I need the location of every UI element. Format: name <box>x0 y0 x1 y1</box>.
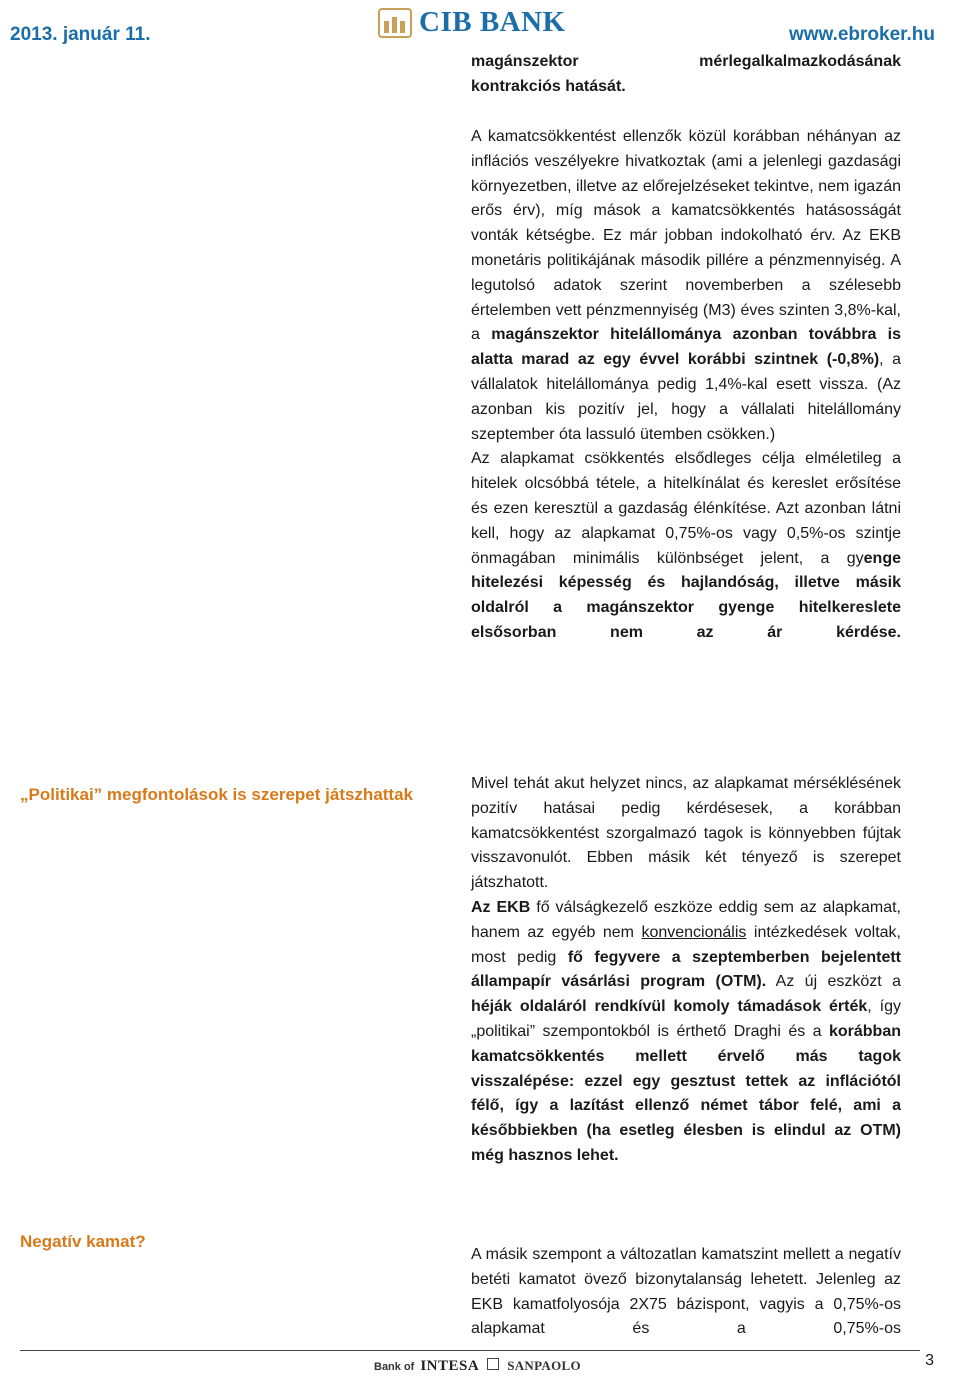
cib-emblem-icon <box>378 8 412 38</box>
paragraph <box>471 447 901 645</box>
section-3-body <box>471 1243 901 1342</box>
bold-text-run: korábban kamatcsökkentés mellett érvelő más tagok visszalépése: ezzel egy gesztust tettek az inflációtól félő, így a lazítást ellenző német tábor felé, ami a későbbiekben (ha esetleg élesben is elindul az OTM) még hasznos lehet. <box>471 1022 901 1164</box>
bold-text-run: héják oldaláról rendkívül komoly támadások érték <box>471 998 868 1016</box>
page-number: 3 <box>925 1352 934 1369</box>
cib-bank-logo <box>378 6 566 39</box>
section-heading-negative-rate: Negatív kamat? <box>20 1232 146 1251</box>
footer-bank-of: Bank of <box>374 1361 415 1373</box>
text-run: Az alapkamat csökkentés elsődleges célja elméletileg a hitelek olcsóbbá tétele, a hitelkínálat és kereslet erősítése és ezen keresztül a gazdaság élénkítése. Azt azonban látni kell, hogy az alapkamat 0,75%-os vagy 0,5%-os szintje önmagában minimális különbséget jelent, a gy <box>471 450 901 567</box>
section-heading-political: „Politikai” megfontolások is szerepet játszhattak <box>20 785 414 804</box>
paragraph <box>471 125 901 447</box>
paragraph: A másik szempont a változatlan kamatszint mellett a negatív betéti kamatot övező bizonytalanság lehetett. Jelenleg az EKB kamatfolyosója 2X75 bázispont, vagyis a 0,75%-os alapkamat és a 0,75%-os <box>471 1246 901 1338</box>
intro-continuation <box>471 50 901 100</box>
footer-divider <box>20 1350 920 1351</box>
bold-text-run: enge hitelezési képesség és hajlandóság, illetve másik oldalról a magánszektor gyenge hitelkereslete elsősorban nem az ár kérdése. <box>471 549 901 641</box>
intro-line-2: kontrakciós hatását. <box>471 77 626 95</box>
website-url[interactable]: www.ebroker.hu <box>788 24 935 45</box>
text-run: , a vállalatok hitelállománya pedig 1,4%-kal esett vissza. (Az azonban kis pozitív jel, hogy a vállalati hitelállomány szeptember óta lassuló ütemben csökken.) <box>471 351 901 443</box>
section-2-body <box>471 772 901 1169</box>
footer-intesa: INTESA <box>420 1358 480 1374</box>
text-run: intézkedések voltak, most pedig <box>471 923 901 966</box>
intro-word-right: mérlegalkalmazkodásának <box>699 53 901 70</box>
report-date: 2013. január 11. <box>10 24 151 45</box>
section-1-body <box>471 125 901 646</box>
bold-text-run: magánszektor hitelállománya azonban továbbra is alatta marad az egy évvel korábbi szintnek (-0,8%) <box>471 326 902 369</box>
text-run: , így „politikai” szempontokból is érthető Draghi és a <box>471 998 902 1040</box>
bold-text-run: fő fegyvere a szeptemberben bejelentett állampapír vásárlási program (OTM). <box>471 948 901 991</box>
paragraph <box>471 772 901 896</box>
text-run: Az új eszközt a <box>766 973 901 991</box>
bold-text-run: Az EKB <box>471 898 531 916</box>
footer-sanpaolo: SANPAOLO <box>507 1358 581 1373</box>
text-run: fő válságkezelő eszköze eddig sem az alapkamat, hanem az egyéb nem <box>471 898 902 941</box>
bank-name: CIB BANK <box>419 6 566 38</box>
paragraph <box>471 896 901 1169</box>
intro-word-left: magánszektor <box>471 53 579 70</box>
text-run: A kamatcsökkentést ellenzők közül korábban néhányan az inflációs veszélyekre hivatkoztak (ami a jelenlegi gazdasági környezetben, illetve az előrejelzéseket tekintve, nem igazán erős érv), míg mások a kamatcsökkentés hatásosságát vonták kétségbe. Ez már jobban indokolható érv. Az EKB monetáris politikájának második pillére a pénzmennyiség. A legutolsó adatok szerint novemberben a szélesebb értelemben vett pénzmennyiség (M3) éves szinten 3,8%-kal, a <box>471 128 901 344</box>
text-run: konvencionális <box>641 923 747 941</box>
intesa-sanpaolo-logo <box>374 1358 581 1375</box>
text-run: Mivel tehát akut helyzet nincs, az alapkamat mérséklésének pozitív hatásai pedig kérdésesek, a korábban kamatcsökkentést szorgalmazó tagok is könnyebben fújtak visszavonulót. Ebben másik két tényező is szerepet játszhatott. <box>471 775 901 892</box>
sanpaolo-emblem-icon <box>487 1358 499 1370</box>
